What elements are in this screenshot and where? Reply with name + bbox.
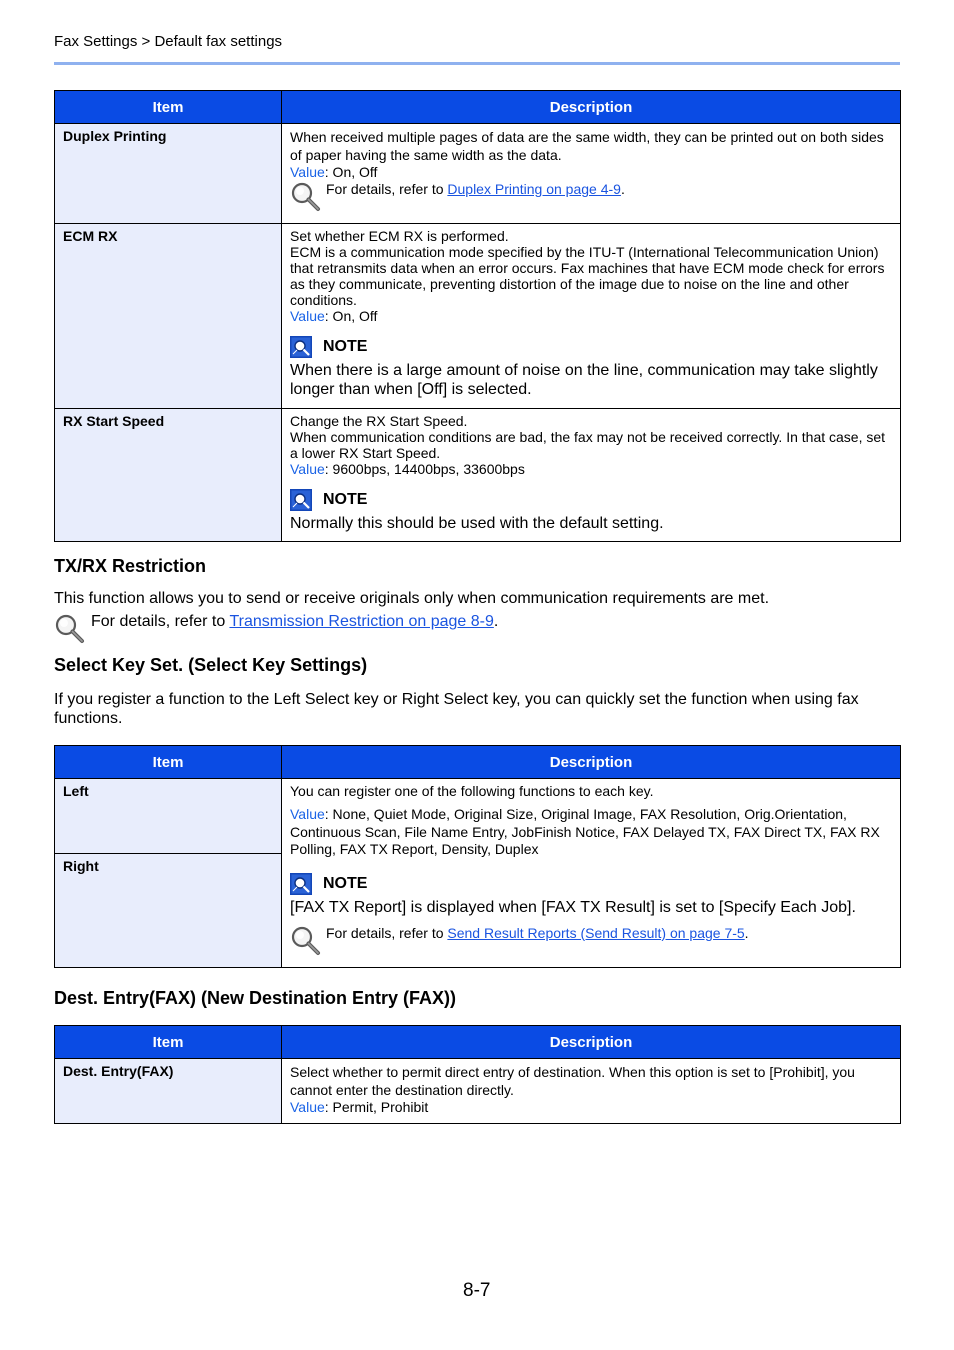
desc-text: Set whether ECM RX is performed. bbox=[290, 228, 509, 244]
reference-note bbox=[290, 181, 892, 213]
note-block bbox=[290, 336, 892, 399]
ref-prefix: For details, refer to bbox=[326, 924, 448, 941]
note-block bbox=[290, 873, 892, 917]
table-row bbox=[55, 224, 901, 409]
ref-period: . bbox=[744, 924, 749, 941]
ref-period: . bbox=[620, 181, 625, 197]
ref-link-duplex-printing[interactable]: Duplex Printing on page 4-9 bbox=[447, 181, 621, 197]
ref-prefix: For details, refer to bbox=[326, 181, 448, 197]
section-body-txrx: This function allows you to send or receive originals only when communication requirements are met. bbox=[54, 590, 770, 607]
desc-text: ECM is a communication mode specified by the ITU-T (International Telecommunication Union) that retransmits data when an error occurs. Fax machines that have ECM mode check for errors as they communicate, preventing distortion of the image due to noise on the line and other conditions. bbox=[290, 244, 885, 308]
page-number: 8-7 bbox=[463, 1280, 491, 1301]
value-label: Value bbox=[290, 1099, 325, 1115]
ref-link-send-result-reports[interactable]: Send Result Reports (Send Result) on page 7-5 bbox=[447, 924, 745, 941]
row-desc-dest-entry-fax bbox=[282, 1059, 901, 1124]
column-header-description: Description bbox=[282, 1026, 901, 1059]
row-item-duplex-printing: Duplex Printing bbox=[55, 124, 282, 224]
row-item-rx-start-speed: RX Start Speed bbox=[55, 409, 282, 542]
value-line bbox=[290, 164, 892, 180]
row-desc-ecm-rx bbox=[282, 224, 901, 409]
magnifier-icon bbox=[290, 925, 322, 957]
magnifier-icon bbox=[54, 613, 86, 645]
table-header-row bbox=[55, 746, 901, 779]
header-rule bbox=[54, 62, 900, 65]
column-header-description: Description bbox=[282, 746, 901, 779]
section-title-dest-entry: Dest. Entry(FAX) (New Destination Entry (FAX)) bbox=[54, 988, 457, 1008]
row-item-ecm-rx: ECM RX bbox=[55, 224, 282, 409]
column-header-description: Description bbox=[282, 91, 901, 124]
table-header-row bbox=[55, 1026, 901, 1059]
reference-note bbox=[54, 613, 900, 647]
note-text: When there is a large amount of noise on the line, communication may take slightly longer than when [Off] is selected. bbox=[290, 362, 878, 398]
ref-prefix: For details, refer to bbox=[91, 613, 230, 630]
note-title: NOTE bbox=[323, 491, 368, 508]
value-options: : None, Quiet Mode, Original Size, Original Image, FAX Resolution, Orig.Orientation, Continuous Scan, File Name Entry, JobFinish Notice, FAX Delayed TX, FAX Direct TX, FAX RX Polling, FAX TX Report, Density, Duplex bbox=[290, 806, 880, 857]
desc-text: You can register one of the following functions to each key. bbox=[290, 783, 654, 799]
row-desc-duplex-printing bbox=[282, 124, 901, 224]
ref-link-transmission-restriction[interactable]: Transmission Restriction on page 8-9 bbox=[229, 613, 494, 630]
value-label: Value bbox=[290, 308, 325, 324]
ref-period: . bbox=[493, 613, 499, 630]
row-item-dest-entry-fax: Dest. Entry(FAX) bbox=[55, 1059, 282, 1124]
value-options: : 9600bps, 14400bps, 33600bps bbox=[324, 461, 525, 477]
value-line bbox=[290, 461, 892, 477]
value-options: : On, Off bbox=[324, 308, 378, 324]
column-header-item: Item bbox=[55, 91, 282, 124]
value-line bbox=[290, 806, 892, 859]
select-key-table bbox=[54, 745, 901, 968]
row-desc-select-key bbox=[282, 779, 901, 968]
reference-note bbox=[290, 925, 892, 957]
note-icon bbox=[290, 336, 312, 358]
note-icon bbox=[290, 873, 312, 895]
desc-text: Select whether to permit direct entry of destination. When this option is set to [Prohibit], you cannot enter the destination directly. bbox=[290, 1064, 855, 1098]
desc-text: When communication conditions are bad, the fax may not be received correctly. In that case, set a lower RX Start Speed. bbox=[290, 429, 886, 461]
row-item-right: Right bbox=[55, 854, 282, 968]
section-title-select-key: Select Key Set. (Select Key Settings) bbox=[54, 655, 368, 675]
row-item-left: Left bbox=[55, 779, 282, 854]
column-header-item: Item bbox=[55, 746, 282, 779]
table-row bbox=[55, 124, 901, 224]
value-line bbox=[290, 1099, 892, 1115]
value-line bbox=[290, 308, 892, 324]
fax-settings-table bbox=[54, 90, 901, 542]
note-title: NOTE bbox=[323, 338, 368, 355]
column-header-item: Item bbox=[55, 1026, 282, 1059]
table-row bbox=[55, 1059, 901, 1124]
note-text: Normally this should be used with the default setting. bbox=[290, 515, 664, 532]
note-block bbox=[290, 489, 892, 533]
value-label: Value bbox=[290, 164, 325, 180]
value-label: Value bbox=[290, 806, 325, 822]
section-title-txrx-restriction: TX/RX Restriction bbox=[54, 556, 207, 576]
table-header-row bbox=[55, 91, 901, 124]
breadcrumb: Fax Settings > Default fax settings bbox=[54, 33, 283, 50]
row-desc-rx-start-speed bbox=[282, 409, 901, 542]
dest-entry-table bbox=[54, 1025, 901, 1124]
table-row bbox=[55, 409, 901, 542]
value-options: : Permit, Prohibit bbox=[324, 1099, 429, 1115]
note-icon bbox=[290, 489, 312, 511]
note-title: NOTE bbox=[323, 874, 368, 892]
section-body-select-key: If you register a function to the Left Select key or Right Select key, you can quickly set the function when using fax functions. bbox=[54, 691, 859, 727]
desc-text: Change the RX Start Speed. bbox=[290, 413, 468, 429]
magnifier-icon bbox=[290, 181, 322, 213]
value-label: Value bbox=[290, 461, 325, 477]
desc-text: When received multiple pages of data are the same width, they can be printed out on both sides of paper having the same width as the data. bbox=[290, 129, 884, 163]
value-options: : On, Off bbox=[324, 164, 378, 180]
table-row bbox=[55, 779, 901, 854]
note-text: [FAX TX Report] is displayed when [FAX TX Result] is set to [Specify Each Job]. bbox=[290, 898, 856, 916]
